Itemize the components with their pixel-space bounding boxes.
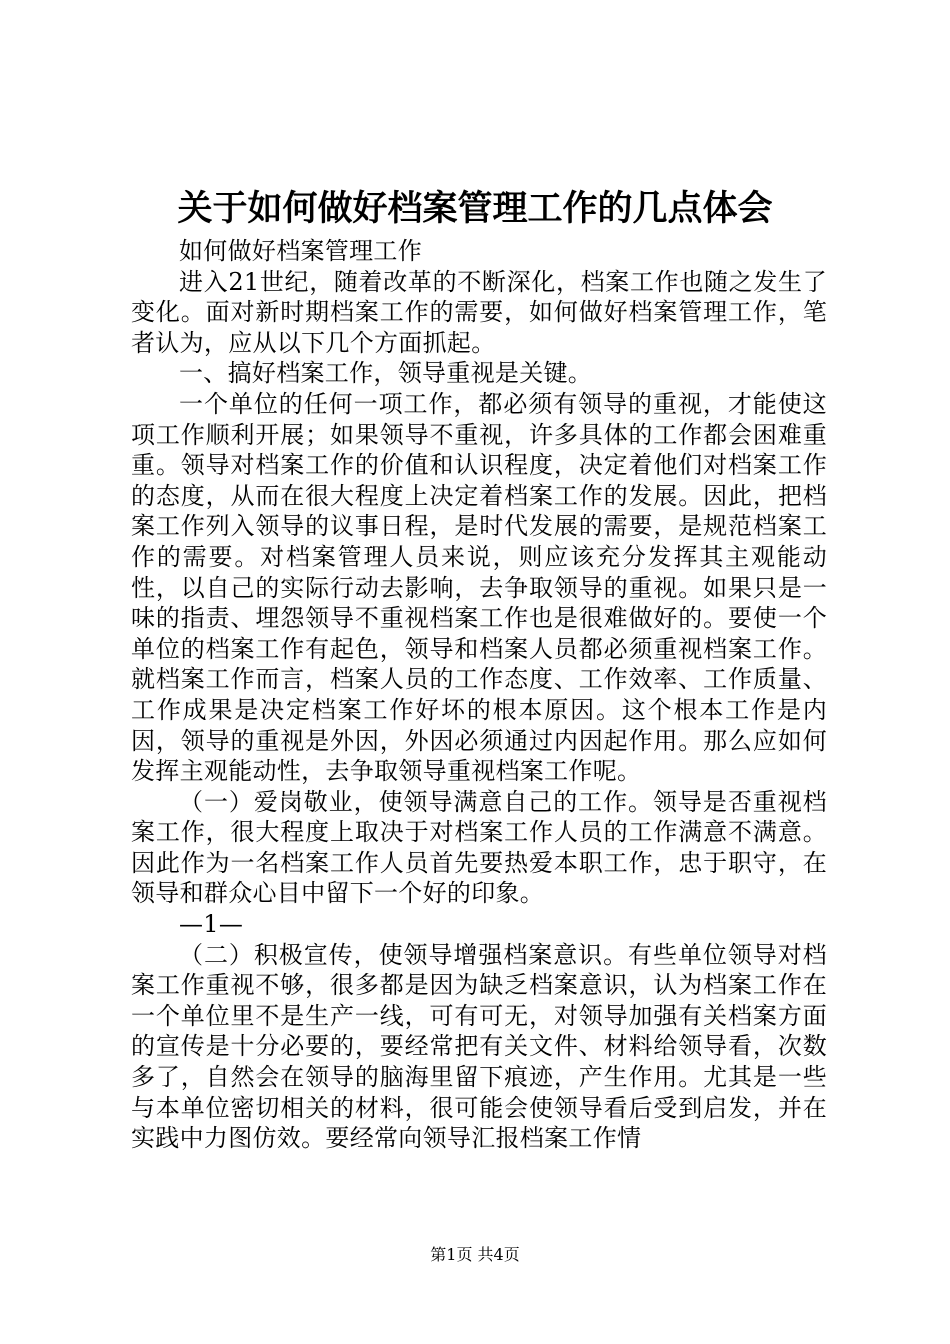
- paragraph-item-1: （一）爱岗敬业，使领导满意自己的工作。领导是否重视档案工作，很大程度上取决于对档案工作人员的工作满意不满意。因此作为一名档案工作人员首先要热爱本职工作，忠于职守，在领导和群众心目中留下一个好的印象。: [131, 787, 827, 908]
- paragraph-intro: 进入21世纪，随着改革的不断深化，档案工作也随之发生了变化。面对新时期档案工作的需要，如何做好档案管理工作，笔者认为，应从以下几个方面抓起。: [131, 267, 827, 357]
- page-footer: 第1页 共4页: [430, 1245, 520, 1264]
- paragraph-subtitle: 如何做好档案管理工作: [179, 237, 422, 265]
- paragraph-item-2: （二）积极宣传，使领导增强档案意识。有些单位领导对档案工作重视不够，很多都是因为缺乏档案意识，认为档案工作在一个单位里不是生产一线，可有可无，对领导加强有关档案方面的宣传是十分必要的，要经常把有关文件、材料给领导看，次数多了，自然会在领导的脑海里留下痕迹，产生作用。尤其是一些与本单位密切相关的材料，很可能会使领导看后受到启发，并在实践中力图仿效。要经常向领导汇报档案工作情: [131, 940, 827, 1153]
- inline-page-number: —1—: [179, 910, 244, 939]
- document-title: 关于如何做好档案管理工作的几点体会: [177, 188, 773, 229]
- document-body: [131, 236, 827, 1154]
- paragraph-body: 一个单位的任何一项工作，都必须有领导的重视，才能使这项工作顺利开展；如果领导不重视，许多具体的工作都会困难重重。领导对档案工作的价值和认识程度，决定着他们对档案工作的态度，从而在很大程度上决定着档案工作的发展。因此，把档案工作列入领导的议事日程，是时代发展的需要，是规范档案工作的需要。对档案管理人员来说，则应该充分发挥其主观能动性，以自己的实际行动去影响，去争取领导的重视。如果只是一味的指责、埋怨领导不重视档案工作也是很难做好的。要使一个单位的档案工作有起色，领导和档案人员都必须重视档案工作。就档案工作而言，档案人员的工作态度、工作效率、工作质量、工作成果是决定档案工作好坏的根本原因。这个根本工作是内因，领导的重视是外因，外因必须通过内因起作用。那么应如何发挥主观能动性，去争取领导重视档案工作呢。: [131, 389, 827, 786]
- paragraph-section-heading: 一、搞好档案工作，领导重视是关键。: [179, 359, 593, 388]
